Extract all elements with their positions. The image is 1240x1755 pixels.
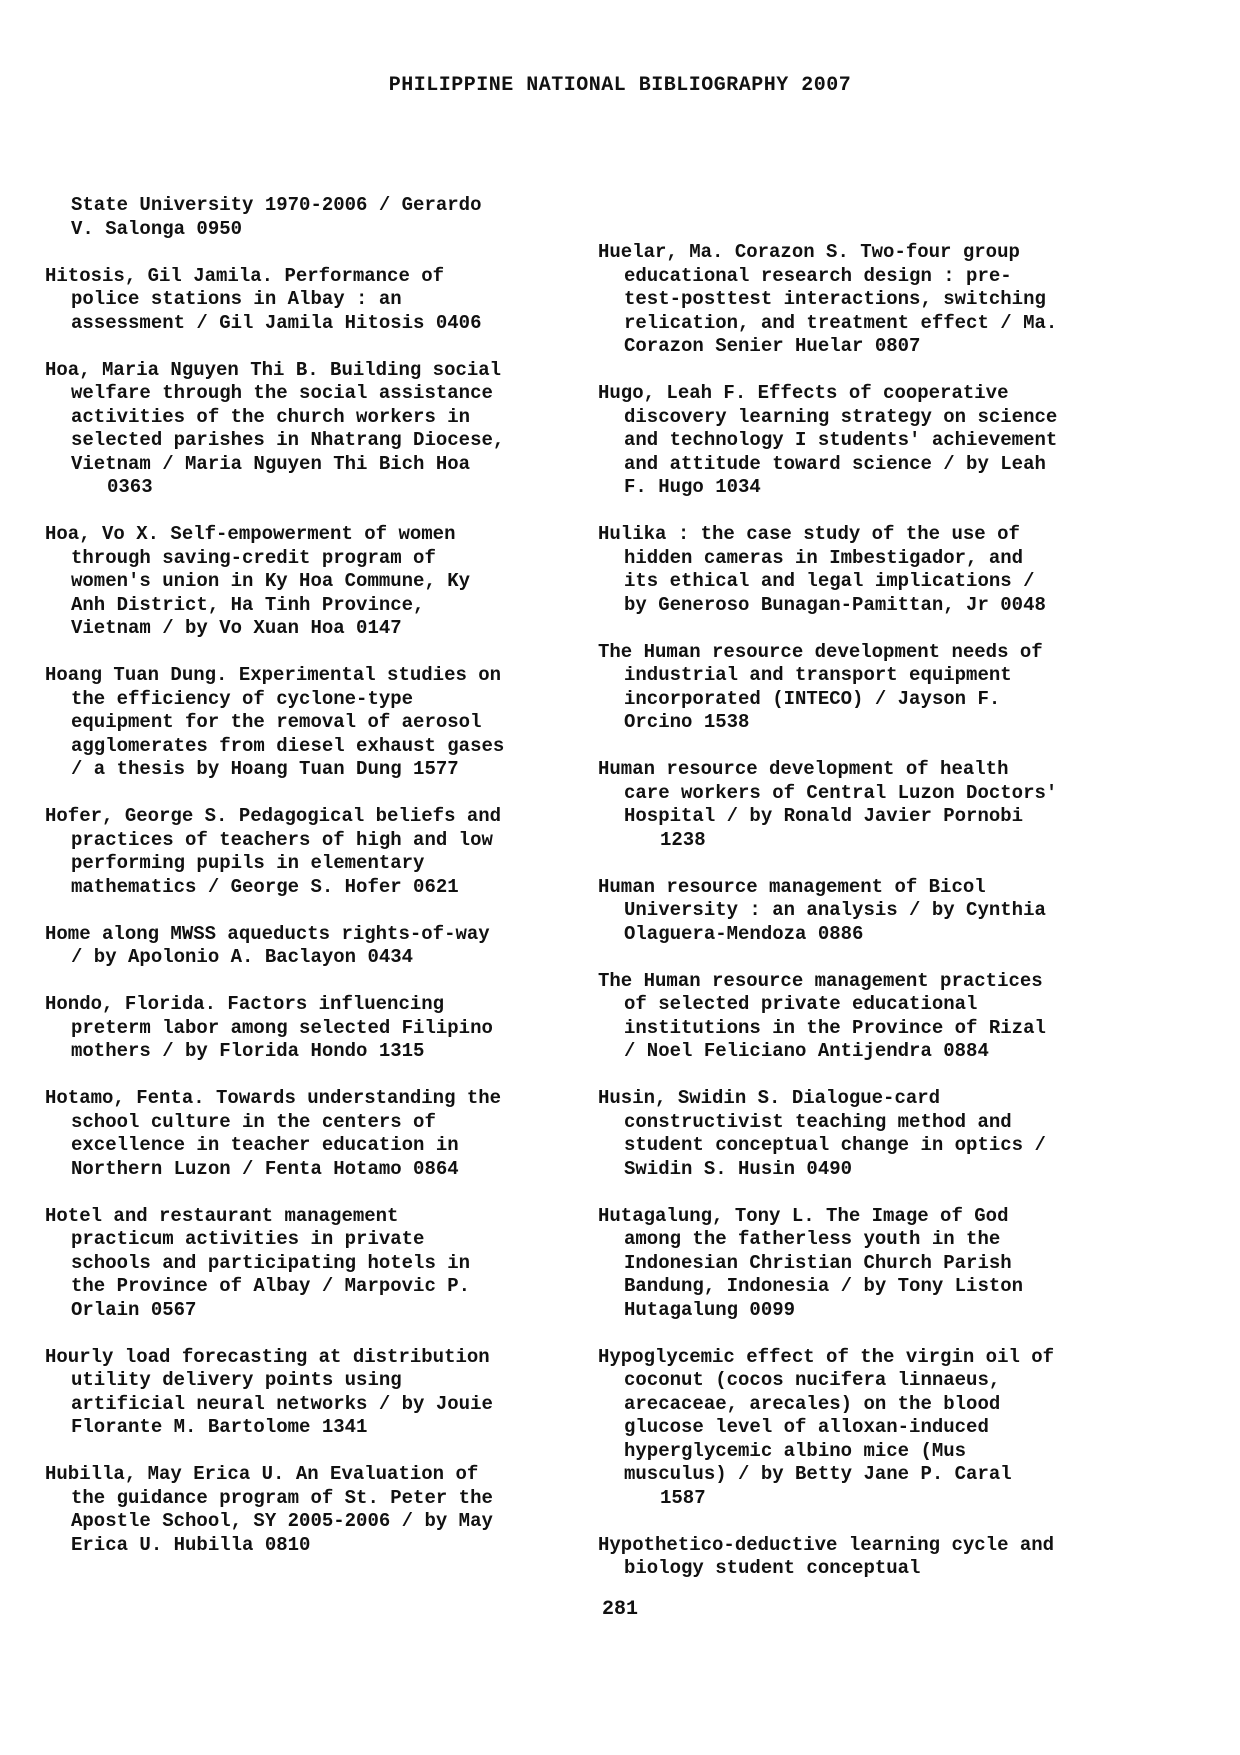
bibliography-entry xyxy=(45,1087,565,1181)
entry-continuation-line: test-posttest interactions, switching xyxy=(624,288,1046,310)
entry-heading-line: Hulika : the case study of the use of xyxy=(598,523,1020,545)
entry-heading-line: Hotamo, Fenta. Towards understanding the xyxy=(45,1087,502,1109)
entry-continuation-line: relication, and treatment effect / Ma. xyxy=(624,311,1058,334)
bibliography-entry xyxy=(45,194,565,241)
bibliography-entry xyxy=(598,382,1118,500)
entry-continuation-line: Orlain 0567 xyxy=(71,1298,197,1321)
entry-continuation-line: arecaceae, arecales) on the blood xyxy=(624,1392,1001,1415)
entry-continuation-line: institutions in the Province of Rizal xyxy=(624,1016,1046,1039)
entry-continuation-line: coconut (cocos nucifera linnaeus, xyxy=(624,1369,1001,1391)
bibliography-entry xyxy=(45,923,565,970)
entry-heading-line: The Human resource development needs of xyxy=(598,640,1043,663)
entry-continuation-line: Swidin S. Husin 0490 xyxy=(624,1157,853,1180)
entry-continuation-line: schools and participating hotels in xyxy=(71,1251,471,1274)
entry-continuation-line: 1238 xyxy=(660,828,706,851)
bibliography-entry xyxy=(45,805,565,899)
entry-continuation-line: / Noel Feliciano Antijendra 0884 xyxy=(624,1040,989,1062)
entry-continuation-line: / a thesis by Hoang Tuan Dung 1577 xyxy=(71,758,459,780)
entry-continuation-line: educational research design : pre- xyxy=(624,264,1012,287)
bibliography-entry xyxy=(598,1346,1118,1511)
entry-continuation-line: industrial and transport equipment xyxy=(624,664,1012,686)
entry-heading-line: Hitosis, Gil Jamila. Performance of xyxy=(45,264,445,287)
entry-heading-line: Human resource management of Bicol xyxy=(598,875,986,898)
entry-heading-line: State University 1970-2006 / Gerardo xyxy=(71,194,482,216)
entry-heading-line: Hoa, Vo X. Self-empowerment of women xyxy=(45,523,456,545)
entry-continuation-line: Olaguera-Mendoza 0886 xyxy=(624,922,864,945)
bibliography-entry xyxy=(45,1205,565,1323)
entry-continuation-line: V. Salonga 0950 xyxy=(71,217,243,240)
entry-continuation-line: Orcino 1538 xyxy=(624,711,750,733)
bibliography-entry xyxy=(598,523,1118,617)
entry-heading-line: The Human resource management practices xyxy=(598,969,1043,992)
entry-continuation-line: 1587 xyxy=(660,1486,706,1509)
entry-continuation-line: mathematics / George S. Hofer 0621 xyxy=(71,875,459,898)
bibliography-entry xyxy=(45,1346,565,1440)
entry-continuation-line: biology student conceptual xyxy=(624,1557,921,1579)
entry-continuation-line: the Province of Albay / Marpovic P. xyxy=(71,1275,471,1297)
entry-continuation-line: hyperglycemic albino mice (Mus xyxy=(624,1439,967,1462)
entry-continuation-line: the efficiency of cyclone-type xyxy=(71,687,414,710)
entry-continuation-line: Bandung, Indonesia / by Tony Liston xyxy=(624,1275,1024,1297)
entry-heading-line: Husin, Swidin S. Dialogue-card xyxy=(598,1087,941,1109)
bibliography-entry xyxy=(598,1534,1118,1581)
entry-continuation-line: performing pupils in elementary xyxy=(71,852,425,874)
entry-continuation-line: care workers of Central Luzon Doctors' xyxy=(624,781,1058,804)
entry-continuation-line: Vietnam / by Vo Xuan Hoa 0147 xyxy=(71,617,402,639)
entry-continuation-line: by Generoso Bunagan-Pamittan, Jr 0048 xyxy=(624,593,1046,616)
entry-continuation-line: student conceptual change in optics / xyxy=(624,1134,1046,1156)
entry-heading-line: Hourly load forecasting at distribution xyxy=(45,1345,490,1368)
bibliography-entry xyxy=(598,641,1118,735)
bibliography-entry xyxy=(45,993,565,1064)
entry-heading-line: Hotel and restaurant management xyxy=(45,1204,399,1227)
entry-continuation-line: Erica U. Hubilla 0810 xyxy=(71,1533,311,1556)
entry-continuation-line: Northern Luzon / Fenta Hotamo 0864 xyxy=(71,1157,459,1180)
entry-continuation-line: University : an analysis / by Cynthia xyxy=(624,899,1046,921)
bibliography-entry xyxy=(598,1205,1118,1323)
entry-heading-line: Hoang Tuan Dung. Experimental studies on xyxy=(45,664,502,686)
entry-continuation-line: Florante M. Bartolome 1341 xyxy=(71,1416,368,1438)
entry-continuation-line: police stations in Albay : an xyxy=(71,288,402,310)
bibliography-entry xyxy=(45,359,565,500)
entry-continuation-line: the guidance program of St. Peter the xyxy=(71,1486,493,1509)
entry-heading-line: Hypothetico-deductive learning cycle and xyxy=(598,1533,1055,1556)
bibliography-entry xyxy=(598,876,1118,947)
entry-continuation-line: utility delivery points using xyxy=(71,1369,402,1391)
entry-continuation-line: Apostle School, SY 2005-2006 / by May xyxy=(71,1510,493,1532)
entry-heading-line: Hubilla, May Erica U. An Evaluation of xyxy=(45,1463,479,1485)
bibliography-column-right xyxy=(598,194,1118,1604)
entry-continuation-line: and technology I students' achievement xyxy=(624,429,1058,451)
entry-heading-line xyxy=(598,194,1118,218)
entry-continuation-line: selected parishes in Nhatrang Diocese, xyxy=(71,429,505,451)
entry-continuation-line: agglomerates from diesel exhaust gases xyxy=(71,734,505,757)
entry-continuation-line: Hospital / by Ronald Javier Pornobi xyxy=(624,805,1024,827)
entry-continuation-line: discovery learning strategy on science xyxy=(624,405,1058,428)
entry-continuation-line: incorporated (INTECO) / Jayson F. xyxy=(624,687,1001,710)
bibliography-entry xyxy=(45,664,565,782)
entry-continuation-line: assessment / Gil Jamila Hitosis 0406 xyxy=(71,311,482,334)
entry-continuation-line: and attitude toward science / by Leah xyxy=(624,452,1046,475)
entry-continuation-line: its ethical and legal implications / xyxy=(624,570,1035,592)
entry-continuation-line: women's union in Ky Hoa Commune, Ky xyxy=(71,570,471,592)
bibliography-column-left xyxy=(45,194,565,1581)
entry-continuation-line: practicum activities in private xyxy=(71,1228,425,1250)
page-header-title: PHILIPPINE NATIONAL BIBLIOGRAPHY 2007 xyxy=(388,74,852,97)
entry-continuation-line: activities of the church workers in xyxy=(71,405,471,428)
entry-heading-line: Hofer, George S. Pedagogical beliefs and xyxy=(45,805,502,827)
bibliography-entry xyxy=(598,758,1118,852)
entry-heading-line: Hypoglycemic effect of the virgin oil of xyxy=(598,1345,1055,1368)
entry-continuation-line: artificial neural networks / by Jouie xyxy=(71,1392,493,1415)
entry-heading-line: Hugo, Leah F. Effects of cooperative xyxy=(598,382,1009,404)
entry-continuation-line: glucose level of alloxan-induced xyxy=(624,1416,989,1438)
entry-continuation-line: hidden cameras in Imbestigador, and xyxy=(624,546,1024,569)
entry-heading-line: Hutagalung, Tony L. The Image of God xyxy=(598,1204,1009,1227)
entry-heading-line: Hondo, Florida. Factors influencing xyxy=(45,993,445,1015)
entry-continuation-line: equipment for the removal of aerosol xyxy=(71,711,482,733)
entry-continuation-line: through saving-credit program of xyxy=(71,546,436,569)
bibliography-entry xyxy=(598,970,1118,1064)
bibliography-entry xyxy=(45,523,565,641)
entry-heading-line: Hoa, Maria Nguyen Thi B. Building social xyxy=(45,358,502,381)
entry-continuation-line: Vietnam / Maria Nguyen Thi Bich Hoa xyxy=(71,452,471,475)
entry-heading-line: Human resource development of health xyxy=(598,758,1009,780)
bibliography-entry xyxy=(45,265,565,336)
entry-continuation-line: of selected private educational xyxy=(624,993,978,1015)
entry-continuation-line: constructivist teaching method and xyxy=(624,1110,1012,1133)
entry-continuation-line: Indonesian Christian Church Parish xyxy=(624,1251,1012,1274)
entry-heading-line: Huelar, Ma. Corazon S. Two-four group xyxy=(598,241,1020,263)
entry-continuation-line: preterm labor among selected Filipino xyxy=(71,1016,493,1039)
bibliography-entry xyxy=(45,1463,565,1557)
entry-heading-line: Home along MWSS aqueducts rights-of-way xyxy=(45,922,490,945)
entry-continuation-line: practices of teachers of high and low xyxy=(71,828,493,851)
entry-continuation-line: 0363 xyxy=(107,476,153,498)
bibliography-entry xyxy=(598,241,1118,359)
entry-continuation-line: among the fatherless youth in the xyxy=(624,1228,1001,1250)
entry-continuation-line: mothers / by Florida Hondo 1315 xyxy=(71,1040,425,1062)
bibliography-entry xyxy=(598,1087,1118,1181)
bibliography-entry xyxy=(598,194,1118,218)
entry-continuation-line: Hutagalung 0099 xyxy=(624,1298,796,1321)
entry-continuation-line: / by Apolonio A. Baclayon 0434 xyxy=(71,946,414,968)
entry-continuation-line: F. Hugo 1034 xyxy=(624,476,761,498)
entry-continuation-line: welfare through the social assistance xyxy=(71,382,493,404)
page-number: 281 xyxy=(601,1598,638,1621)
entry-continuation-line: musculus) / by Betty Jane P. Caral xyxy=(624,1463,1012,1485)
entry-continuation-line: Anh District, Ha Tinh Province, xyxy=(71,593,425,616)
entry-continuation-line: Corazon Senier Huelar 0807 xyxy=(624,335,921,357)
entry-continuation-line: school culture in the centers of xyxy=(71,1110,436,1133)
entry-continuation-line: excellence in teacher education in xyxy=(71,1134,459,1156)
